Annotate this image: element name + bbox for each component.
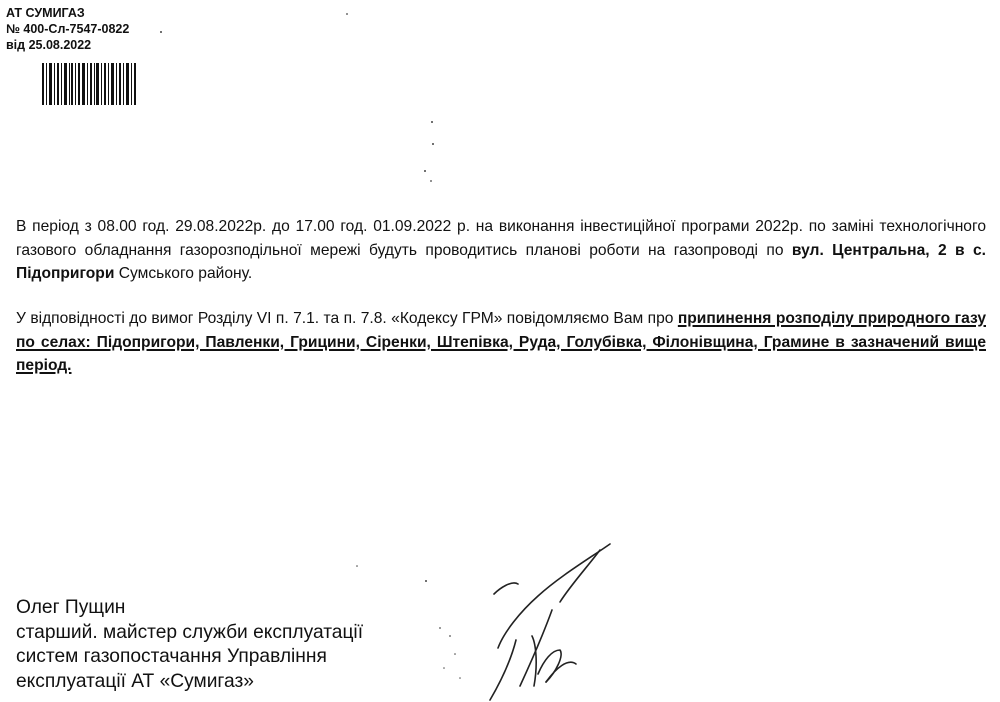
notice-paragraph-works (16, 215, 986, 286)
signatory-name: Олег Пущин (16, 597, 126, 618)
document-header (6, 5, 129, 53)
company-name: АТ СУМИГАЗ (6, 6, 85, 20)
signatory-title-line-2: систем газопостачання Управління (16, 646, 327, 667)
signature-icon (420, 536, 640, 702)
works-district: Сумського району. (114, 265, 253, 283)
notice-paragraph-supply-stop (16, 307, 986, 378)
signatory-title-line-3: експлуатації АТ «Сумигаз» (16, 670, 254, 692)
document-number: № 400-Сл-7547-0822 (6, 22, 130, 36)
works-address: вул. Центральна, 2 в с. Підопригори (16, 241, 987, 283)
signatory-title-line-1: старший. майстер служби експлуатації (16, 621, 364, 643)
supply-stop-villages: припинення розподілу природного газу по селах: Підопригори, Павленки, Грицини, Сіренки, Штепівка, Руда, Голубівка, Філонівщина, Грамине в зазначений вище період. (16, 310, 986, 375)
works-text: В період з 08.00 год. 29.08.2022р. до 17.00 год. 01.09.2022 р. на виконання інвестиційної програми 2022р. по заміні технологічного газового обладнання газорозподільної мережі будуть проводитись планові роботи на газопроводі по (16, 218, 986, 259)
barcode-icon (42, 63, 136, 105)
document-date: від 25.08.2022 (6, 38, 92, 52)
signatory-block (16, 596, 363, 694)
regulation-text: У відповідності до вимог Розділу VI п. 7.1. та п. 7.8. «Кодексу ГРМ» повідомляємо Вам про (16, 310, 678, 327)
